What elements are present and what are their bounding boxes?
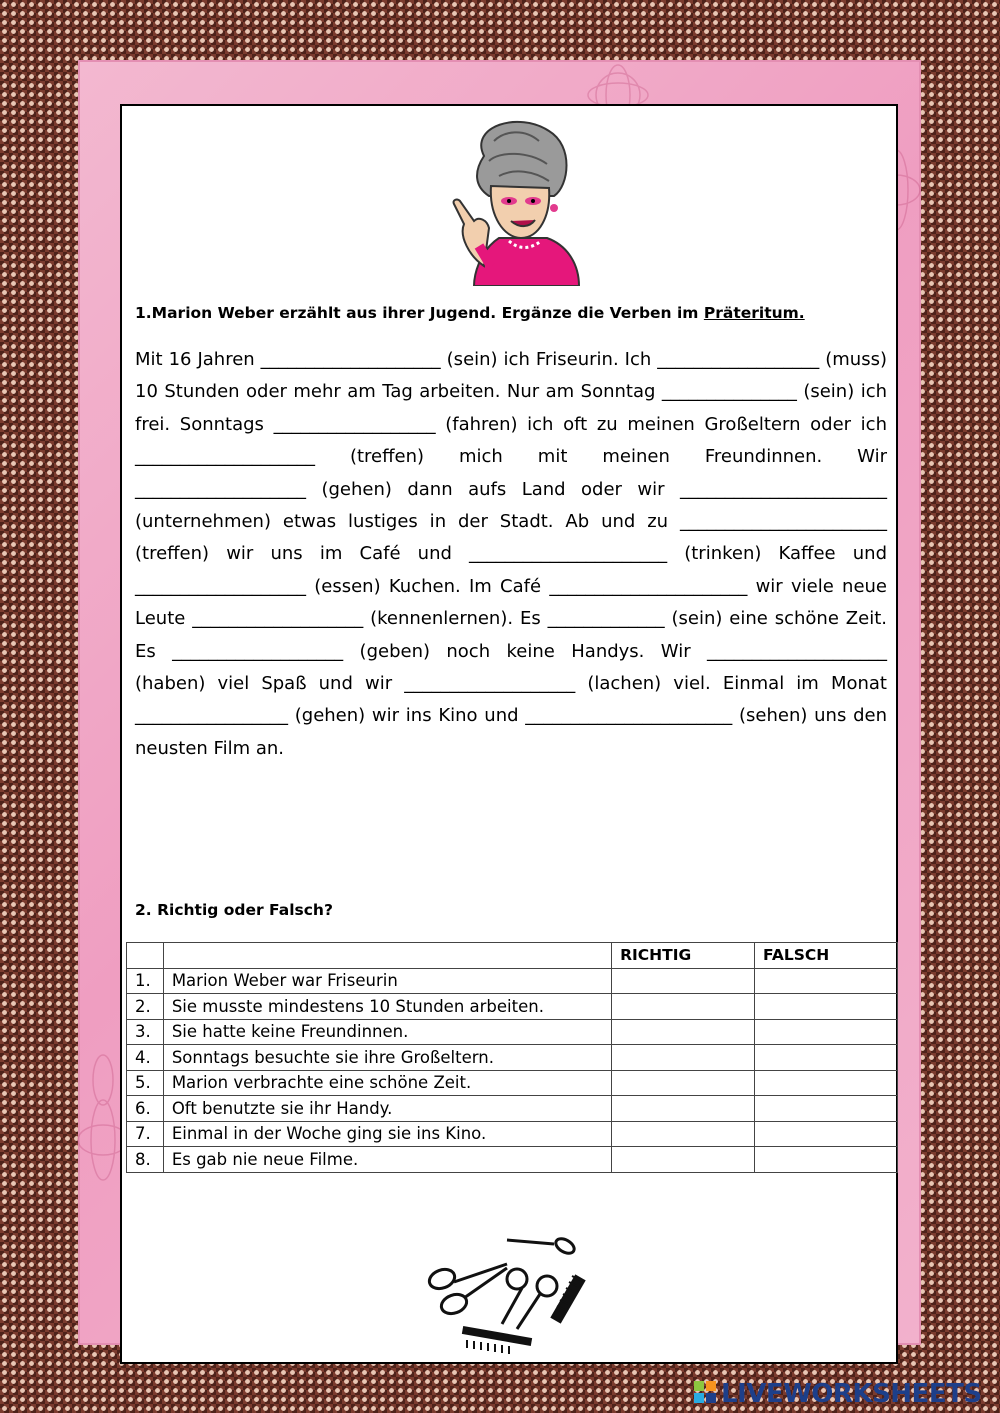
row-number: 2.: [127, 994, 164, 1020]
row-number: 7.: [127, 1121, 164, 1147]
header-cell-richtig: RICHTIG: [612, 943, 755, 969]
falsch-answer-cell[interactable]: [755, 1147, 898, 1173]
header-cell-number: [127, 943, 164, 969]
table-row: [127, 1045, 898, 1071]
row-number: 5.: [127, 1070, 164, 1096]
liveworksheets-brand: LIVEWORKSHEETS: [721, 1379, 982, 1409]
worksheet-page: [120, 104, 898, 1364]
table-row: [127, 968, 898, 994]
row-statement: Es gab nie neue Filme.: [163, 1147, 611, 1173]
falsch-answer-cell[interactable]: [755, 968, 898, 994]
row-number: 6.: [127, 1096, 164, 1122]
exercise1-gap-text: Mit 16 Jahren ____________________ (sein) ich Friseurin. Ich __________________ (muss) 10 Stunden oder mehr am Tag arbeiten. Nur am Sonntag _______________ (sein) ich frei. Sonntags __________________ (fahren) ich oft zu meinen Großeltern oder ich ____________________ (treffen) mich mit meinen Freundinnen. Wir ___________________ (gehen) dann aufs Land oder wir _______________________ (unternehmen) etwas lustiges in der Stadt. Ab und zu _______________________ (treffen) wir uns im Café und ______________________ (trinken) Kaffee und ___________________ (essen) Kuchen. Im Café ______________________ wir viele neue Leute ___________________ (kennenlernen). Es _____________ (sein) eine schöne Zeit. Es ___________________ (geben) noch keine Handys. Wir ____________________ (haben) viel Spaß und wir ___________________ (lachen) viel. Einmal im Monat _________________ (gehen) wir ins Kino und _______________________ (sehen) uns den neusten Film an.: [135, 349, 887, 759]
grandma-illustration: [429, 116, 599, 286]
row-number: 1.: [127, 968, 164, 994]
header-cell-falsch: FALSCH: [755, 943, 898, 969]
richtig-answer-cell[interactable]: [612, 994, 755, 1020]
falsch-answer-cell[interactable]: [755, 1070, 898, 1096]
richtig-answer-cell[interactable]: [612, 1096, 755, 1122]
exercise1-title-underlined: Präteritum.: [703, 304, 805, 322]
exercise2-title: 2. Richtig oder Falsch?: [135, 901, 333, 919]
row-statement: Marion verbrachte eine schöne Zeit.: [163, 1070, 611, 1096]
table-row: [127, 1096, 898, 1122]
table-row: [127, 1121, 898, 1147]
table-row: [127, 1019, 898, 1045]
row-statement: Sonntags besuchte sie ihre Großeltern.: [163, 1045, 611, 1071]
table-row: [127, 1070, 898, 1096]
falsch-answer-cell[interactable]: [755, 1019, 898, 1045]
richtig-answer-cell[interactable]: [612, 1121, 755, 1147]
row-number: 3.: [127, 1019, 164, 1045]
table-header-row: [127, 943, 898, 969]
richtig-answer-cell[interactable]: [612, 1045, 755, 1071]
richtig-falsch-table: [126, 942, 898, 1173]
scissors-comb-illustration: [422, 1224, 602, 1354]
exercise1-title: [135, 304, 805, 322]
richtig-answer-cell[interactable]: [612, 1070, 755, 1096]
richtig-answer-cell[interactable]: [612, 1019, 755, 1045]
row-statement: Einmal in der Woche ging sie ins Kino.: [163, 1121, 611, 1147]
row-statement: Sie musste mindestens 10 Stunden arbeiten.: [163, 994, 611, 1020]
row-statement: Sie hatte keine Freundinnen.: [163, 1019, 611, 1045]
falsch-answer-cell[interactable]: [755, 1121, 898, 1147]
table-row: [127, 1147, 898, 1173]
header-cell-statement: [163, 943, 611, 969]
row-statement: Marion Weber war Friseurin: [163, 968, 611, 994]
falsch-answer-cell[interactable]: [755, 994, 898, 1020]
falsch-answer-cell[interactable]: [755, 1045, 898, 1071]
exercise1-title-text: 1.Marion Weber erzählt aus ihrer Jugend. Ergänze die Verben im: [135, 304, 704, 322]
table-row: [127, 994, 898, 1020]
row-statement: Oft benutzte sie ihr Handy.: [163, 1096, 611, 1122]
falsch-answer-cell[interactable]: [755, 1096, 898, 1122]
row-number: 8.: [127, 1147, 164, 1173]
richtig-answer-cell[interactable]: [612, 1147, 755, 1173]
liveworksheets-logo-icon: [694, 1381, 718, 1407]
liveworksheets-logo: [694, 1378, 982, 1410]
row-number: 4.: [127, 1045, 164, 1071]
richtig-answer-cell[interactable]: [612, 968, 755, 994]
